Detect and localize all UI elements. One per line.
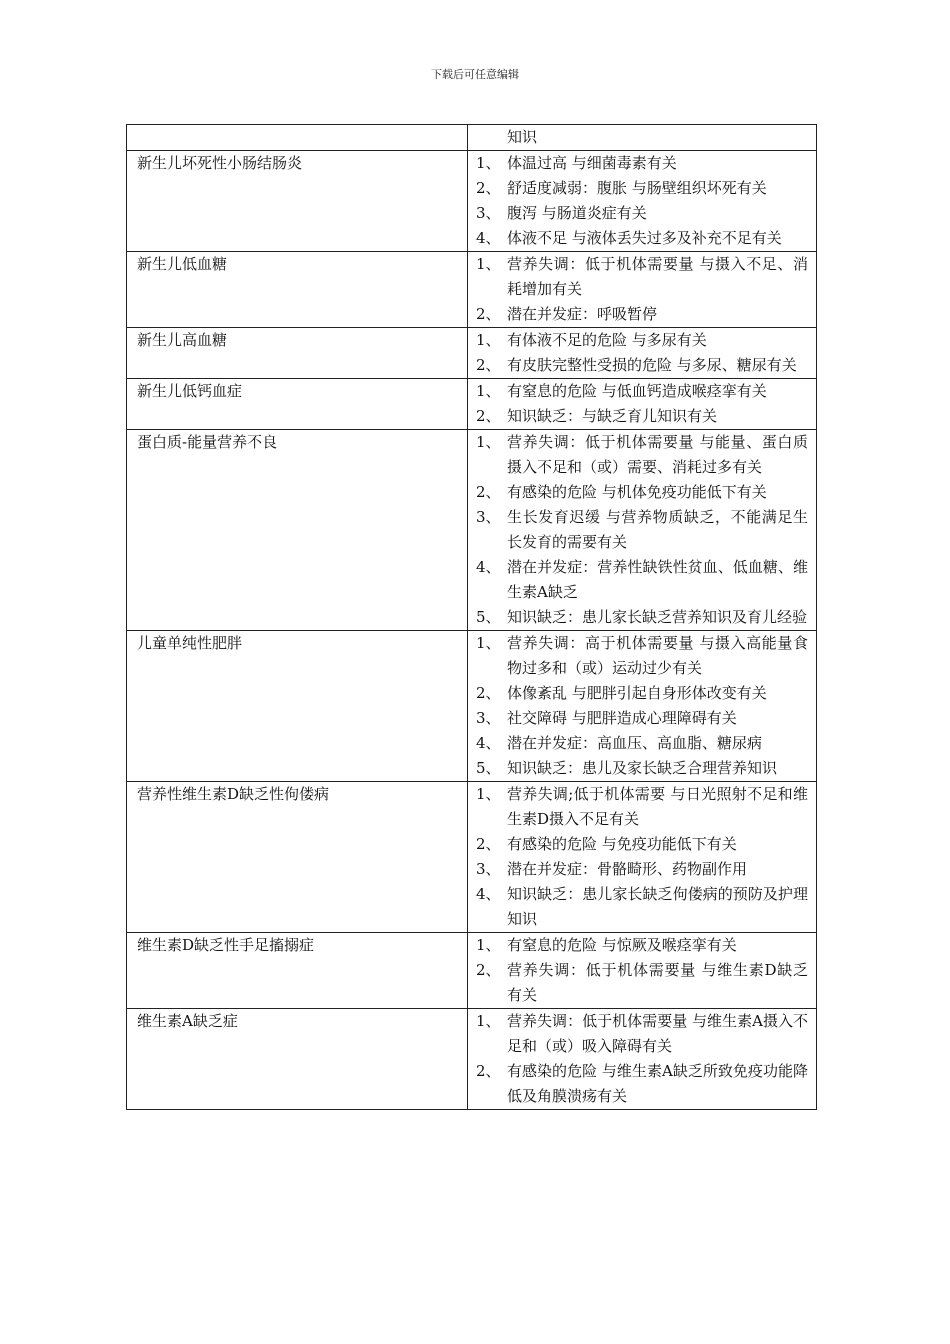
diagnosis-list	[468, 430, 817, 631]
item-text: 舒适度减弱：腹胀 与肠壁组织坏死有关	[507, 179, 767, 197]
diagnosis-item	[476, 756, 808, 781]
nursing-diagnosis-table	[126, 124, 817, 1110]
diagnosis-list	[468, 252, 817, 328]
diagnosis-item	[476, 430, 808, 480]
diagnosis-list	[468, 328, 817, 379]
continuation-text: 知识	[507, 128, 538, 146]
page-header: 下载后可任意编辑	[431, 68, 519, 81]
diagnosis-item	[476, 706, 808, 731]
disease-name: 新生儿低钙血症	[127, 379, 468, 430]
item-text: 生长发育迟缓 与营养物质缺乏，不能满足生长发育的需要有关	[507, 508, 808, 551]
diagnosis-item	[476, 882, 808, 932]
item-text: 有感染的危险 与免疫功能低下有关	[507, 835, 737, 853]
diagnosis-item	[476, 226, 808, 251]
item-number: 4、	[476, 734, 501, 752]
diagnosis-item	[476, 201, 808, 226]
disease-name: 维生素A缺乏症	[127, 1009, 468, 1110]
disease-cell-empty	[127, 125, 468, 151]
disease-name: 新生儿低血糖	[127, 252, 468, 328]
item-text: 知识缺乏：患儿及家长缺乏合理营养知识	[507, 759, 778, 777]
diagnosis-item	[476, 252, 808, 302]
diagnosis-list	[468, 379, 817, 430]
diagnosis-cell	[468, 125, 817, 151]
item-number: 1、	[476, 154, 501, 172]
item-number: 1、	[476, 433, 501, 451]
item-number: 2、	[476, 1062, 501, 1080]
item-number: 4、	[476, 885, 501, 903]
diagnosis-item	[476, 832, 808, 857]
item-text: 体温过高 与细菌毒素有关	[507, 154, 677, 172]
item-number: 3、	[476, 508, 501, 526]
item-number: 2、	[476, 179, 501, 197]
table-row	[127, 631, 817, 782]
item-number: 1、	[476, 936, 501, 954]
table-row	[127, 430, 817, 631]
diagnosis-item	[476, 731, 808, 756]
diagnosis-item	[476, 1009, 808, 1059]
item-text: 潜在并发症：呼吸暂停	[507, 305, 658, 323]
item-number: 1、	[476, 382, 501, 400]
item-text: 体像紊乱 与肥胖引起自身形体改变有关	[507, 684, 767, 702]
item-text: 社交障碍 与肥胖造成心理障碍有关	[507, 709, 737, 727]
diagnosis-list	[468, 782, 817, 933]
disease-name: 营养性维生素D缺乏性佝偻病	[127, 782, 468, 933]
item-number: 3、	[476, 204, 501, 222]
item-number: 3、	[476, 709, 501, 727]
item-number: 2、	[476, 305, 501, 323]
diagnosis-item	[476, 151, 808, 176]
disease-name: 蛋白质-能量营养不良	[127, 430, 468, 631]
item-text: 潜在并发症：骨骼畸形、药物副作用	[507, 860, 748, 878]
item-number: 5、	[476, 608, 501, 626]
item-text: 有体液不足的危险 与多尿有关	[507, 331, 707, 349]
diagnosis-item	[476, 631, 808, 681]
diagnosis-item	[476, 379, 808, 404]
disease-name: 维生素D缺乏性手足搐搦症	[127, 933, 468, 1009]
diagnosis-item	[476, 404, 808, 429]
item-text: 营养失调;低于机体需要 与日光照射不足和维生素D摄入不足有关	[507, 785, 808, 828]
diagnosis-list	[468, 1009, 817, 1110]
item-text: 有感染的危险 与维生素A缺乏所致免疫功能降低及角膜溃疡有关	[507, 1062, 808, 1105]
table-row	[127, 1009, 817, 1110]
item-text: 腹泻 与肠道炎症有关	[507, 204, 647, 222]
item-text: 营养失调：低于机体需要量 与维生素D缺乏有关	[507, 961, 808, 1004]
table-row	[127, 379, 817, 430]
item-number: 2、	[476, 483, 501, 501]
item-text: 知识缺乏：与缺乏育儿知识有关	[507, 407, 718, 425]
item-number: 2、	[476, 835, 501, 853]
item-text: 营养失调：低于机体需要量 与能量、蛋白质摄入不足和（或）需要、消耗过多有关	[507, 433, 808, 476]
diagnosis-item	[476, 505, 808, 555]
item-number: 5、	[476, 759, 501, 777]
diagnosis-list	[468, 933, 817, 1009]
diagnosis-item	[476, 353, 808, 378]
item-number: 1、	[476, 785, 501, 803]
item-text: 营养失调：高于机体需要量 与摄入高能量食物过多和（或）运动过少有关	[507, 634, 808, 677]
item-number: 3、	[476, 860, 501, 878]
table-row	[127, 933, 817, 1009]
table-row	[127, 328, 817, 379]
disease-name: 新生儿高血糖	[127, 328, 468, 379]
item-number: 1、	[476, 1012, 501, 1030]
item-number: 2、	[476, 961, 501, 979]
disease-name: 新生儿坏死性小肠结肠炎	[127, 151, 468, 252]
diagnosis-item	[476, 857, 808, 882]
item-text: 潜在并发症：高血压、高血脂、糖尿病	[507, 734, 763, 752]
item-number: 2、	[476, 356, 501, 374]
diagnosis-item	[476, 933, 808, 958]
item-text: 知识缺乏：患儿家长缺乏佝偻病的预防及护理知识	[507, 885, 808, 928]
item-text: 有皮肤完整性受损的危险 与多尿、糖尿有关	[507, 356, 797, 374]
diagnosis-list	[468, 151, 817, 252]
diagnosis-list	[468, 631, 817, 782]
diagnosis-item	[476, 328, 808, 353]
item-text: 营养失调：低于机体需要量 与摄入不足、消耗增加有关	[507, 255, 808, 298]
item-text: 有窒息的危险 与低血钙造成喉痉挛有关	[507, 382, 767, 400]
item-text: 有感染的危险 与机体免疫功能低下有关	[507, 483, 767, 501]
table-row-continuation	[127, 125, 817, 151]
item-number: 1、	[476, 331, 501, 349]
table-row	[127, 252, 817, 328]
item-number: 2、	[476, 407, 501, 425]
item-text: 体液不足 与液体丢失过多及补充不足有关	[507, 229, 782, 247]
item-number: 4、	[476, 229, 501, 247]
item-number: 1、	[476, 255, 501, 273]
item-number: 4、	[476, 558, 501, 576]
diagnosis-item	[476, 782, 808, 832]
item-text: 潜在并发症：营养性缺铁性贫血、低血糖、维生素A缺乏	[507, 558, 808, 601]
diagnosis-item	[476, 605, 808, 630]
diagnosis-item	[476, 958, 808, 1008]
diagnosis-item	[476, 1059, 808, 1109]
table-row	[127, 782, 817, 933]
diagnosis-item	[476, 681, 808, 706]
item-text: 营养失调：低于机体需要量 与维生素A摄入不足和（或）吸入障碍有关	[507, 1012, 808, 1055]
diagnosis-item	[476, 555, 808, 605]
item-text: 知识缺乏：患儿家长缺乏营养知识及育儿经验	[507, 608, 808, 626]
table-row	[127, 151, 817, 252]
item-number: 1、	[476, 634, 501, 652]
item-text: 有窒息的危险 与惊厥及喉痉挛有关	[507, 936, 737, 954]
diagnosis-item	[476, 302, 808, 327]
diagnosis-item	[476, 480, 808, 505]
disease-name: 儿童单纯性肥胖	[127, 631, 468, 782]
diagnosis-item	[476, 176, 808, 201]
item-number: 2、	[476, 684, 501, 702]
